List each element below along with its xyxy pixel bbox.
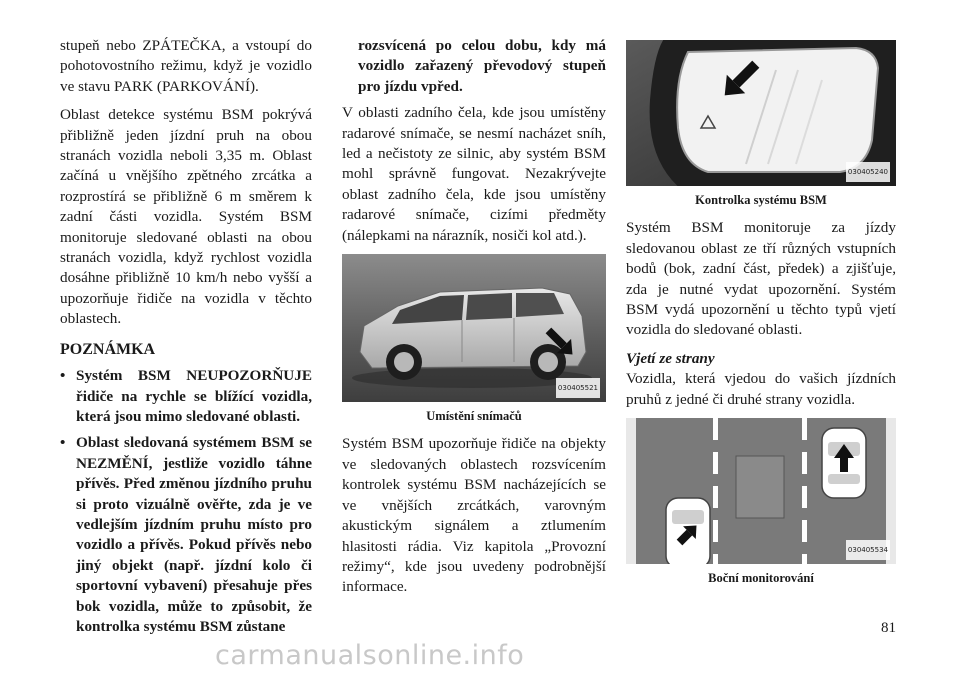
figure-code: 030405521 [556, 378, 600, 398]
road-lanes-diagram-icon [626, 418, 896, 564]
note-item-continued: rozsvícená po celou dobu, kdy má vozidlo zařazený převodový stupeň pro jízdu vpřed. [358, 37, 606, 95]
paragraph: Systém BSM upozorňuje řidiče na objekty ve sledovaných oblastech rozsvícením kontrolek systému BSM nacházejících se ve vnějších zrcátkách, varovným akustickým signálem a ztlumením hlasitosti rádia. Viz kapitola „Provozní režimy“, kde jsou uvedeny podrobnější informace. [342, 435, 606, 596]
paragraph: Systém BSM monitoruje za jízdy sledovanou oblast ze tří různých vstupních bodů (bok, zadní část, předek) a zjišťuje, zda je nutné vydat upozornění. Systém BSM vydá upozornění u těchto typů vjetí vozidla do sledované oblasti. [626, 219, 896, 339]
figure-code: 030405534 [846, 540, 890, 560]
watermark: carmanualsonline.info [215, 640, 525, 671]
paragraph: Vozidla, která vjedou do vašich jízdních pruhů z jedné či druhé strany vozidla. [626, 370, 896, 408]
column-left [60, 36, 312, 643]
paragraph: Oblast detekce systému BSM pokrývá přibližně jeden jízdní pruh na obou stranách vozidla neboli 3,35 m. Oblast začíná u vnějšího zpětného zrcátka a rozprostírá se přibližně 6 m směrem k zadní části vozidla. Systém BSM monitoruje sledované oblasti na obou stranách vozidla, když rychlost vozidla dosáhne přibližně 10 km/h nebo vyšší a upozorňuje řidiče na vozidla v těchto oblastech. [60, 106, 312, 328]
column-middle [342, 36, 606, 606]
mirror-warning-light-icon [626, 40, 896, 186]
note-item: • Oblast sledovaná systémem BSM se NEZMĚNÍ, jestliže vozidlo táhne přívěs. Před změnou jízdního pruhu si proto vizuálně ověřte, zda je ve vedlejším jízdním pruhu místo pro vozidlo a přívěs. Pokud přívěs nebo jiný objekt (např. jízdní kolo či sportovní vybavení) přesahuje přes bok vozidla, může to způsobit, že kontrolka systému BSM zůstane [60, 433, 312, 637]
figure-sensor-location [342, 254, 606, 426]
figure-caption: Kontrolka systému BSM [695, 193, 827, 207]
note-heading: POZNÁMKA [60, 340, 156, 358]
note-list [60, 366, 312, 637]
figure-caption: Boční monitorování [708, 571, 814, 586]
subheading: Vjetí ze strany [626, 349, 715, 367]
figure-bsm-light [626, 40, 896, 210]
column-right [626, 36, 896, 596]
figure-side-monitoring [626, 418, 896, 588]
page-number: 81 [881, 620, 896, 636]
paragraph: V oblasti zadního čela, kde jsou umístěny radarové snímače, se nesmí nacházet sníh, led a nečistoty ze silnic, aby systém BSM mohl správně fungovat. Nezakrývejte oblast zadního čela, kde jsou umístěny radarové snímače, cizími předměty (nálepkami na nárazník, nosiči kol atd.). [342, 104, 606, 244]
paragraph: stupeň nebo ZPÁTEČKA, a vstoupí do pohotovostního režimu, když je vozidlo ve stavu PARK (PARKOVÁNÍ). [60, 37, 312, 95]
figure-caption: Umístění snímačů [426, 409, 522, 424]
minivan-sensor-icon [342, 254, 606, 402]
note-item: • Systém BSM NEUPOZORŇUJE řidiče na rychle se blížící vozidla, která jsou mimo sledované oblasti. [60, 366, 312, 427]
figure-code: 030405240 [846, 162, 890, 182]
